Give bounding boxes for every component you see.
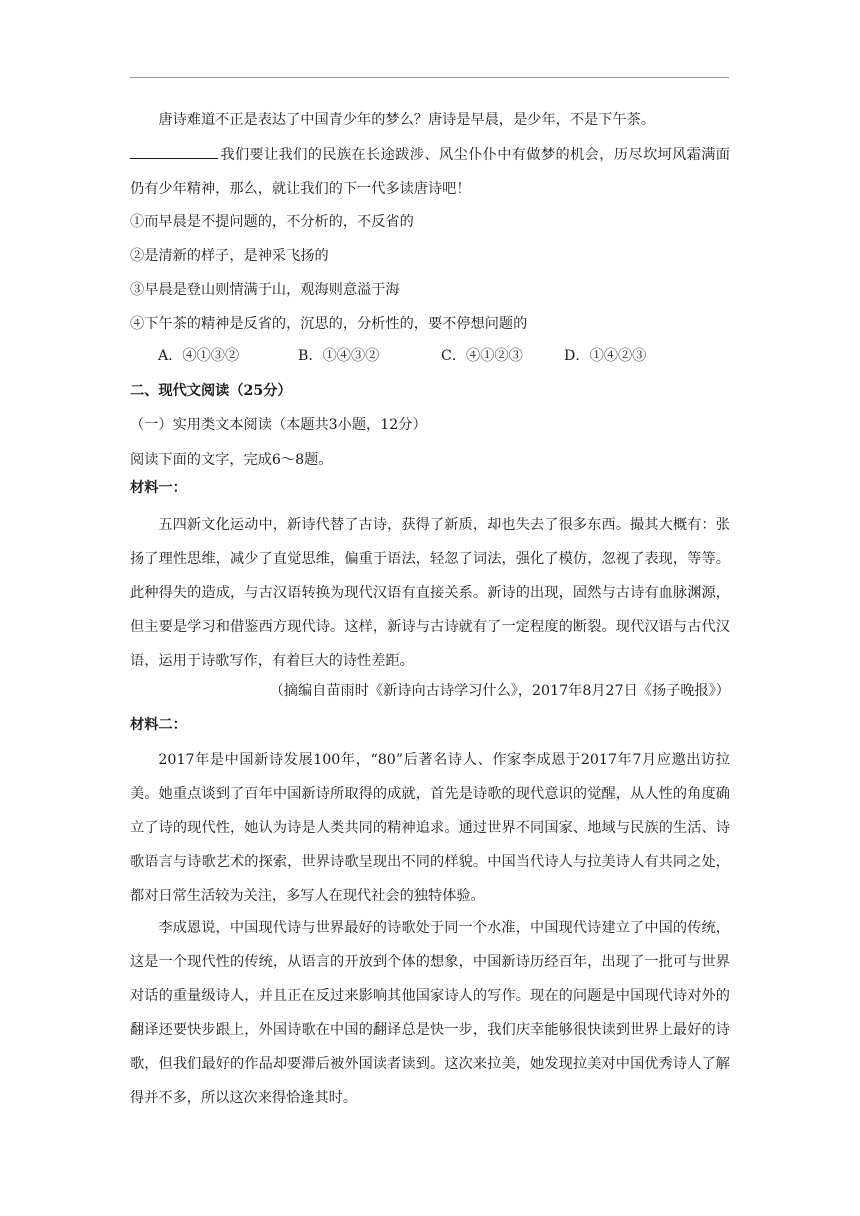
- question-stem-text: 我们要让我们的民族在长途跋涉、风尘仆仆中有做梦的机会，历尽坎坷风霜满面仍有少年精神，那么，就让我们的下一代多读唐诗吧！: [130, 147, 730, 197]
- material2-label: 材料二：: [130, 717, 187, 733]
- question-stem: [130, 138, 730, 206]
- material2-para1: 2017年是中国新诗发展100年，“80”后著名诗人、作家李成恩于2017年7月应邀出访拉美。她重点谈到了百年中国新诗所取得的成就，首先是诗歌的现代意识的觉醒，从人性的角度确立了诗的现代性，她认为诗是人类共同的精神追求。通过世界不同国家、地域与民族的生活、诗歌语言与诗歌艺术的探索，世界诗歌呈现出不同的样貌。中国当代诗人与拉美诗人有共同之处，都对日常生活较为关注，多写人在现代社会的独特体验。: [130, 752, 730, 904]
- option-c: C．④①②③: [441, 348, 523, 364]
- material1-label: 材料一：: [130, 480, 187, 496]
- instruction: 阅读下面的文字，完成6～8题。: [130, 452, 333, 468]
- option-a: A．④①③②: [158, 348, 240, 364]
- item-1: ①而早晨是不提问题的，不分析的，不反省的: [130, 214, 414, 230]
- option-d: D．①④②③: [564, 348, 647, 364]
- header-rule: [130, 77, 729, 78]
- section-heading: 二、现代文阅读（25分）: [130, 383, 292, 399]
- material1-source: （摘编自苗雨时《新诗向古诗学习什么》，2017年8月27日《扬子晚报》）: [269, 683, 730, 699]
- answer-options: [158, 346, 646, 366]
- answer-blank: [130, 144, 218, 159]
- question-stem-line1: 唐诗难道不正是表达了中国青少年的梦么？唐诗是早晨，是少年，不是下午茶。: [158, 112, 655, 128]
- item-3: ③早晨是登山则情满于山，观海则意溢于海: [130, 282, 400, 298]
- item-4: ④下午茶的精神是反省的，沉思的，分析性的，要不停想问题的: [130, 316, 528, 332]
- sub-heading: （一）实用类文本阅读（本题共3小题，12分）: [130, 417, 427, 433]
- item-2: ②是清新的样子，是神采飞扬的: [130, 248, 329, 264]
- material1-text: 五四新文化运动中，新诗代替了古诗，获得了新质，却也失去了很多东西。撮其大概有：张扬了理性思维，减少了直觉思维，偏重于语法，轻忽了词法，强化了模仿，忽视了表现，等等。此种得失的造成，与古汉语转换为现代汉语有直接关系。新诗的出现，固然与古诗有血脉渊源，但主要是学习和借鉴西方现代诗。这样，新诗与古诗就有了一定程度的断裂。现代汉语与古代汉语，运用于诗歌写作，有着巨大的诗性差距。: [130, 517, 730, 669]
- material2-para2: 李成恩说，中国现代诗与世界最好的诗歌处于同一个水准，中国现代诗建立了中国的传统，这是一个现代性的传统，从语言的开放到个体的想象，中国新诗历经百年，出现了一批可与世界对话的重量级诗人，并且正在反过来影响其他国家诗人的写作。现在的问题是中国现代诗对外的翻译还要快步跟上，外国诗歌在中国的翻译总是快一步，我们庆幸能够很快读到世界上最好的诗歌，但我们最好的作品却要滞后被外国读者读到。这次来拉美，她发现拉美对中国优秀诗人了解得并不多，所以这次来得恰逢其时。: [130, 920, 730, 1106]
- option-b: B．①④③②: [298, 348, 380, 364]
